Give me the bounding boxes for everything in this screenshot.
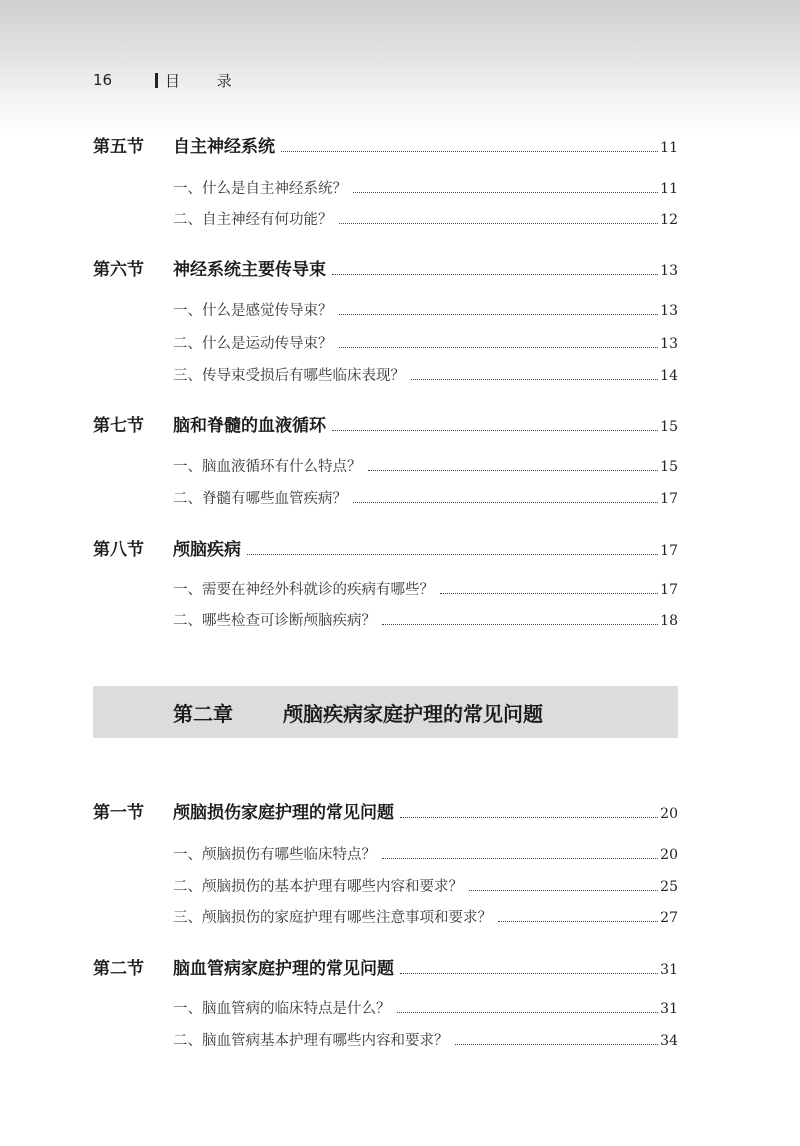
item-page: 31 <box>660 1001 678 1017</box>
dot-leader <box>400 817 658 818</box>
dot-leader <box>247 554 658 555</box>
item-text: 二、自主神经有何功能？ <box>173 212 333 228</box>
section-label: 第八节 <box>93 540 144 560</box>
item-page: 34 <box>660 1033 678 1049</box>
item-page: 25 <box>660 879 678 895</box>
dot-leader <box>353 502 658 503</box>
dot-leader <box>332 274 658 275</box>
dot-leader <box>469 890 658 891</box>
item-page: 13 <box>660 336 678 352</box>
chapter-label: 第二章 <box>173 701 233 726</box>
item-page: 27 <box>660 910 678 926</box>
item-text: 一、什么是自主神经系统？ <box>173 181 347 197</box>
toc-item[interactable] <box>0 875 800 896</box>
header-title: 目 录 <box>165 71 248 90</box>
item-page: 13 <box>660 303 678 319</box>
toc-item[interactable] <box>0 487 800 508</box>
item-text: 一、脑血管病的临床特点是什么？ <box>173 1001 391 1017</box>
section-page: 11 <box>660 140 678 156</box>
dot-leader <box>455 1044 659 1045</box>
toc-item[interactable] <box>0 177 800 198</box>
section-label: 第二节 <box>93 959 144 979</box>
section-title: 颅脑损伤家庭护理的常见问题 <box>173 803 394 823</box>
section-page: 31 <box>660 962 678 978</box>
item-text: 二、脑血管病基本护理有哪些内容和要求？ <box>173 1033 449 1049</box>
section-title: 脑血管病家庭护理的常见问题 <box>173 959 394 979</box>
toc-item[interactable] <box>0 906 800 927</box>
toc-item[interactable] <box>0 364 800 385</box>
item-page: 20 <box>660 847 678 863</box>
toc-item[interactable] <box>0 843 800 864</box>
item-text: 一、颅脑损伤有哪些临床特点？ <box>173 847 376 863</box>
toc-section[interactable] <box>0 132 800 157</box>
item-page: 14 <box>660 368 678 384</box>
toc-item[interactable] <box>0 997 800 1018</box>
section-label: 第六节 <box>93 260 144 280</box>
dot-leader <box>400 973 658 974</box>
item-page: 17 <box>660 582 678 598</box>
toc-item[interactable] <box>0 332 800 353</box>
dot-leader <box>339 314 659 315</box>
item-page: 18 <box>660 613 678 629</box>
item-text: 三、传导束受损后有哪些临床表现？ <box>173 368 405 384</box>
dot-leader <box>281 151 658 152</box>
chapter-title: 颅脑疾病家庭护理的常见问题 <box>283 701 543 726</box>
dot-leader <box>382 858 658 859</box>
section-page: 20 <box>660 806 678 822</box>
toc-item[interactable] <box>0 299 800 320</box>
dot-leader <box>332 430 658 431</box>
item-text: 一、什么是感觉传导束？ <box>173 303 333 319</box>
section-page: 15 <box>660 419 678 435</box>
toc-section[interactable] <box>0 255 800 280</box>
item-page: 17 <box>660 491 678 507</box>
item-page: 11 <box>660 181 678 197</box>
dot-leader <box>339 223 659 224</box>
section-page: 17 <box>660 543 678 559</box>
toc-section[interactable] <box>0 535 800 560</box>
dot-leader <box>382 624 658 625</box>
page-number: 16 <box>93 71 113 89</box>
toc-item[interactable] <box>0 1029 800 1050</box>
header-background <box>0 0 800 132</box>
item-text: 三、颅脑损伤的家庭护理有哪些注意事项和要求？ <box>173 910 492 926</box>
section-title: 神经系统主要传导束 <box>173 260 326 280</box>
item-text: 一、需要在神经外科就诊的疾病有哪些？ <box>173 582 434 598</box>
section-page: 13 <box>660 263 678 279</box>
toc-section[interactable] <box>0 798 800 823</box>
section-title: 脑和脊髓的血液循环 <box>173 416 326 436</box>
section-title: 颅脑疾病 <box>173 540 241 560</box>
item-text: 二、哪些检查可诊断颅脑疾病？ <box>173 613 376 629</box>
item-text: 二、脊髓有哪些血管疾病？ <box>173 491 347 507</box>
toc-item[interactable] <box>0 455 800 476</box>
chapter-heading[interactable] <box>93 686 678 738</box>
toc-item[interactable] <box>0 578 800 599</box>
dot-leader <box>440 593 658 594</box>
dot-leader <box>498 921 658 922</box>
item-text: 二、颅脑损伤的基本护理有哪些内容和要求？ <box>173 879 463 895</box>
dot-leader <box>339 347 659 348</box>
dot-leader <box>353 192 658 193</box>
toc-section[interactable] <box>0 954 800 979</box>
item-page: 15 <box>660 459 678 475</box>
item-page: 12 <box>660 212 678 228</box>
toc-section[interactable] <box>0 411 800 436</box>
dot-leader <box>411 379 658 380</box>
header-bar-mark <box>155 73 158 88</box>
section-label: 第五节 <box>93 137 144 157</box>
item-text: 二、什么是运动传导束？ <box>173 336 333 352</box>
section-label: 第一节 <box>93 803 144 823</box>
toc-item[interactable] <box>0 609 800 630</box>
dot-leader <box>397 1012 659 1013</box>
toc-item[interactable] <box>0 208 800 229</box>
running-header <box>93 68 248 92</box>
section-label: 第七节 <box>93 416 144 436</box>
section-title: 自主神经系统 <box>173 137 275 157</box>
dot-leader <box>368 470 659 471</box>
item-text: 一、脑血液循环有什么特点？ <box>173 459 362 475</box>
